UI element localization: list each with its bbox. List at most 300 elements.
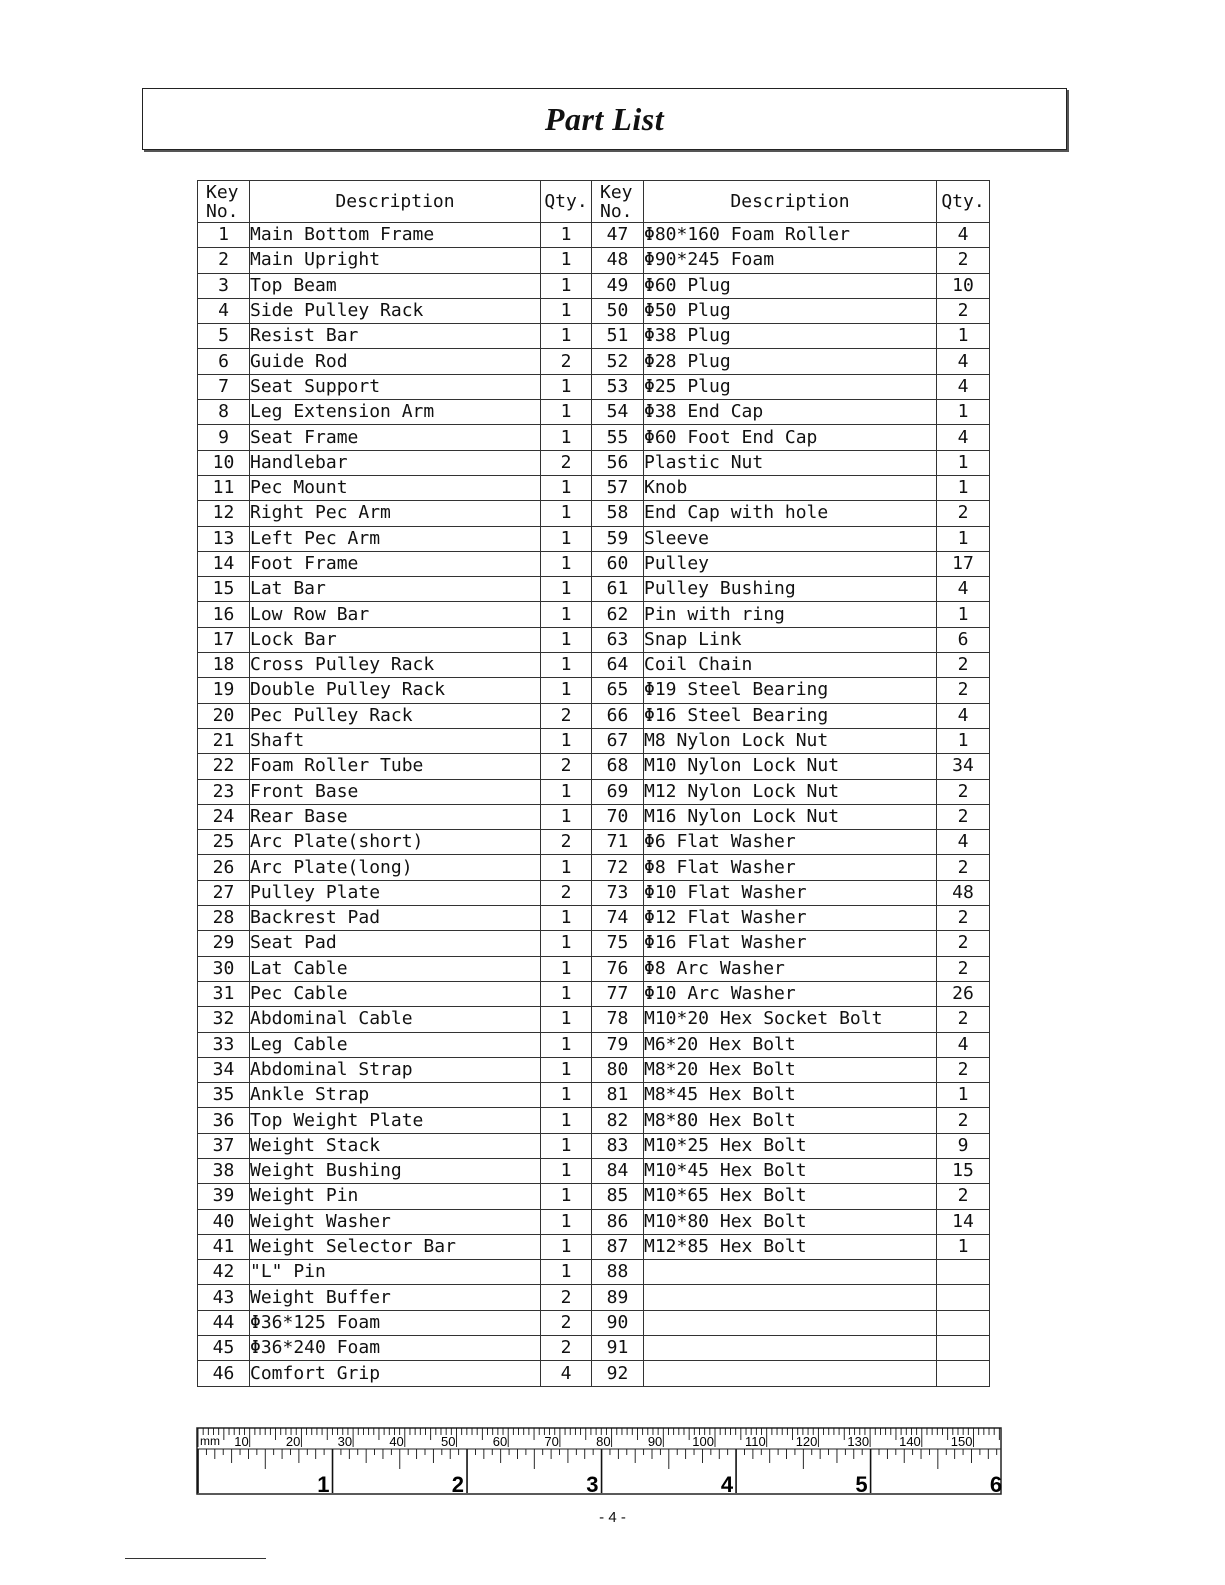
qty-cell-left: 1 bbox=[541, 1007, 592, 1032]
mm-label: 130 bbox=[847, 1434, 870, 1449]
description-cell-right bbox=[644, 1336, 937, 1361]
description-cell-right: M8*45 Hex Bolt bbox=[644, 1083, 937, 1108]
qty-cell-right: 14 bbox=[937, 1209, 990, 1234]
key-no-cell-right: 65 bbox=[592, 678, 644, 703]
description-cell-right bbox=[644, 1361, 937, 1386]
key-no-cell-right: 73 bbox=[592, 880, 644, 905]
table-row bbox=[198, 1032, 990, 1057]
qty-cell-right: 1 bbox=[937, 324, 990, 349]
key-no-cell-left: 2 bbox=[198, 248, 250, 273]
description-cell-right: M8 Nylon Lock Nut bbox=[644, 728, 937, 753]
header-qty-right: Qty. bbox=[937, 181, 990, 223]
qty-cell-left: 1 bbox=[541, 223, 592, 248]
qty-cell-left: 1 bbox=[541, 1083, 592, 1108]
qty-cell-left: 1 bbox=[541, 374, 592, 399]
key-no-cell-right: 87 bbox=[592, 1234, 644, 1259]
description-cell-left: Pulley Plate bbox=[250, 880, 541, 905]
qty-cell-right: 17 bbox=[937, 551, 990, 576]
key-no-cell-right: 61 bbox=[592, 577, 644, 602]
key-no-cell-right: 67 bbox=[592, 728, 644, 753]
table-row bbox=[198, 1158, 990, 1183]
description-cell-left: Top Beam bbox=[250, 273, 541, 298]
qty-cell-right: 4 bbox=[937, 577, 990, 602]
key-no-cell-right: 80 bbox=[592, 1057, 644, 1082]
header-qty-left: Qty. bbox=[541, 181, 592, 223]
qty-cell-right bbox=[937, 1260, 990, 1285]
key-no-cell-right: 63 bbox=[592, 627, 644, 652]
key-no-cell-right: 49 bbox=[592, 273, 644, 298]
description-cell-right bbox=[644, 1260, 937, 1285]
measuring-ruler bbox=[196, 1427, 1004, 1497]
inch-label: 5 bbox=[855, 1472, 868, 1497]
description-cell-left: Seat Pad bbox=[250, 931, 541, 956]
description-cell-right: End Cap with hole bbox=[644, 501, 937, 526]
table-row bbox=[198, 1336, 990, 1361]
table-row bbox=[198, 425, 990, 450]
parts-table bbox=[197, 180, 990, 1387]
key-no-cell-right: 69 bbox=[592, 779, 644, 804]
inch-label: 4 bbox=[720, 1472, 734, 1497]
qty-cell-left: 1 bbox=[541, 602, 592, 627]
qty-cell-right: 2 bbox=[937, 678, 990, 703]
description-cell-left: Weight Bushing bbox=[250, 1158, 541, 1183]
qty-cell-left: 2 bbox=[541, 830, 592, 855]
key-no-cell-left: 25 bbox=[198, 830, 250, 855]
key-no-cell-right: 84 bbox=[592, 1158, 644, 1183]
inch-label: 2 bbox=[451, 1472, 465, 1497]
key-no-cell-left: 8 bbox=[198, 400, 250, 425]
qty-cell-right: 2 bbox=[937, 906, 990, 931]
key-no-cell-left: 28 bbox=[198, 906, 250, 931]
qty-cell-right: 2 bbox=[937, 956, 990, 981]
mm-label: 90 bbox=[647, 1434, 663, 1449]
qty-cell-left: 1 bbox=[541, 324, 592, 349]
qty-cell-left: 2 bbox=[541, 450, 592, 475]
table-row bbox=[198, 728, 990, 753]
description-cell-right: Φ50 Plug bbox=[644, 298, 937, 323]
qty-cell-left: 1 bbox=[541, 400, 592, 425]
qty-cell-left: 1 bbox=[541, 931, 592, 956]
mm-label: 70 bbox=[544, 1434, 559, 1449]
qty-cell-right: 2 bbox=[937, 779, 990, 804]
description-cell-right: M10*20 Hex Socket Bolt bbox=[644, 1007, 937, 1032]
table-row bbox=[198, 1260, 990, 1285]
table-row bbox=[198, 653, 990, 678]
description-cell-left: Seat Frame bbox=[250, 425, 541, 450]
description-cell-right: Φ8 Flat Washer bbox=[644, 855, 937, 880]
page-number: - 4 - bbox=[599, 1509, 626, 1526]
key-no-cell-left: 31 bbox=[198, 981, 250, 1006]
description-cell-right: M10*65 Hex Bolt bbox=[644, 1184, 937, 1209]
description-cell-right: Φ28 Plug bbox=[644, 349, 937, 374]
table-row bbox=[198, 298, 990, 323]
description-cell-left: Pec Mount bbox=[250, 475, 541, 500]
key-no-cell-right: 76 bbox=[592, 956, 644, 981]
qty-cell-left: 1 bbox=[541, 627, 592, 652]
key-no-cell-left: 38 bbox=[198, 1158, 250, 1183]
description-cell-left: Arc Plate(long) bbox=[250, 855, 541, 880]
qty-cell-right: 2 bbox=[937, 1184, 990, 1209]
key-no-cell-left: 22 bbox=[198, 754, 250, 779]
key-no-cell-left: 1 bbox=[198, 223, 250, 248]
key-no-cell-right: 79 bbox=[592, 1032, 644, 1057]
table-row bbox=[198, 526, 990, 551]
description-cell-left: Shaft bbox=[250, 728, 541, 753]
qty-cell-right: 2 bbox=[937, 1057, 990, 1082]
description-cell-left: Weight Buffer bbox=[250, 1285, 541, 1310]
key-no-cell-left: 18 bbox=[198, 653, 250, 678]
key-no-cell-left: 34 bbox=[198, 1057, 250, 1082]
table-row bbox=[198, 450, 990, 475]
description-cell-right: Plastic Nut bbox=[644, 450, 937, 475]
qty-cell-left: 1 bbox=[541, 551, 592, 576]
qty-cell-left: 1 bbox=[541, 248, 592, 273]
key-no-cell-left: 6 bbox=[198, 349, 250, 374]
description-cell-right: Φ16 Flat Washer bbox=[644, 931, 937, 956]
description-cell-right: Φ19 Steel Bearing bbox=[644, 678, 937, 703]
description-cell-right: Φ25 Plug bbox=[644, 374, 937, 399]
table-row bbox=[198, 248, 990, 273]
description-cell-left: Double Pulley Rack bbox=[250, 678, 541, 703]
table-row bbox=[198, 1057, 990, 1082]
footnote-separator bbox=[125, 1558, 266, 1559]
key-no-cell-right: 48 bbox=[592, 248, 644, 273]
description-cell-right bbox=[644, 1310, 937, 1335]
qty-cell-left: 1 bbox=[541, 1032, 592, 1057]
description-cell-left: Foam Roller Tube bbox=[250, 754, 541, 779]
key-no-cell-right: 74 bbox=[592, 906, 644, 931]
mm-label: 120 bbox=[795, 1434, 818, 1449]
description-cell-left: Front Base bbox=[250, 779, 541, 804]
qty-cell-right: 15 bbox=[937, 1158, 990, 1183]
key-no-cell-left: 3 bbox=[198, 273, 250, 298]
key-no-cell-right: 53 bbox=[592, 374, 644, 399]
key-no-cell-right: 47 bbox=[592, 223, 644, 248]
inch-label: 1 bbox=[317, 1472, 330, 1497]
parts-table-body bbox=[198, 223, 990, 1387]
description-cell-right: M16 Nylon Lock Nut bbox=[644, 804, 937, 829]
description-cell-left: Foot Frame bbox=[250, 551, 541, 576]
description-cell-right: Φ8 Arc Washer bbox=[644, 956, 937, 981]
table-row bbox=[198, 981, 990, 1006]
mm-label: 80 bbox=[596, 1434, 611, 1449]
qty-cell-right: 1 bbox=[937, 1083, 990, 1108]
description-cell-right: M6*20 Hex Bolt bbox=[644, 1032, 937, 1057]
qty-cell-right: 48 bbox=[937, 880, 990, 905]
description-cell-left: Comfort Grip bbox=[250, 1361, 541, 1386]
key-no-cell-left: 21 bbox=[198, 728, 250, 753]
mm-label: 30 bbox=[337, 1434, 353, 1449]
description-cell-left: Pec Pulley Rack bbox=[250, 703, 541, 728]
key-no-cell-right: 71 bbox=[592, 830, 644, 855]
description-cell-right: Φ6 Flat Washer bbox=[644, 830, 937, 855]
key-no-cell-right: 55 bbox=[592, 425, 644, 450]
key-no-cell-left: 40 bbox=[198, 1209, 250, 1234]
description-cell-left: Weight Selector Bar bbox=[250, 1234, 541, 1259]
key-no-cell-right: 70 bbox=[592, 804, 644, 829]
table-row bbox=[198, 1361, 990, 1386]
table-row bbox=[198, 551, 990, 576]
description-cell-right: M12 Nylon Lock Nut bbox=[644, 779, 937, 804]
qty-cell-right: 1 bbox=[937, 602, 990, 627]
qty-cell-right: 2 bbox=[937, 248, 990, 273]
qty-cell-left: 2 bbox=[541, 754, 592, 779]
qty-cell-right: 2 bbox=[937, 298, 990, 323]
table-header-row bbox=[198, 181, 990, 223]
qty-cell-left: 1 bbox=[541, 906, 592, 931]
key-no-cell-right: 66 bbox=[592, 703, 644, 728]
mm-label: 50 bbox=[441, 1434, 456, 1449]
qty-cell-left: 1 bbox=[541, 956, 592, 981]
table-row bbox=[198, 779, 990, 804]
key-no-cell-left: 4 bbox=[198, 298, 250, 323]
key-no-cell-left: 26 bbox=[198, 855, 250, 880]
qty-cell-left: 1 bbox=[541, 1184, 592, 1209]
description-cell-left: Main Upright bbox=[250, 248, 541, 273]
table-row bbox=[198, 678, 990, 703]
key-no-cell-left: 13 bbox=[198, 526, 250, 551]
key-no-cell-right: 50 bbox=[592, 298, 644, 323]
qty-cell-right bbox=[937, 1336, 990, 1361]
qty-cell-right: 9 bbox=[937, 1133, 990, 1158]
key-no-cell-right: 56 bbox=[592, 450, 644, 475]
table-row bbox=[198, 374, 990, 399]
header-key-no-right: Key No. bbox=[592, 181, 644, 223]
qty-cell-left: 1 bbox=[541, 678, 592, 703]
table-row bbox=[198, 1310, 990, 1335]
description-cell-right: Pulley Bushing bbox=[644, 577, 937, 602]
mm-label: 150 bbox=[950, 1434, 973, 1449]
key-no-cell-left: 32 bbox=[198, 1007, 250, 1032]
qty-cell-right: 1 bbox=[937, 400, 990, 425]
description-cell-left: Abdominal Cable bbox=[250, 1007, 541, 1032]
qty-cell-right: 26 bbox=[937, 981, 990, 1006]
qty-cell-left: 1 bbox=[541, 298, 592, 323]
key-no-cell-right: 88 bbox=[592, 1260, 644, 1285]
table-row bbox=[198, 577, 990, 602]
description-cell-right: M10*80 Hex Bolt bbox=[644, 1209, 937, 1234]
key-no-cell-left: 39 bbox=[198, 1184, 250, 1209]
qty-cell-right: 4 bbox=[937, 425, 990, 450]
description-cell-left: Weight Stack bbox=[250, 1133, 541, 1158]
table-row bbox=[198, 956, 990, 981]
qty-cell-left: 1 bbox=[541, 1260, 592, 1285]
key-no-cell-right: 59 bbox=[592, 526, 644, 551]
table-row bbox=[198, 931, 990, 956]
qty-cell-left: 1 bbox=[541, 1234, 592, 1259]
description-cell-left: Φ36*240 Foam bbox=[250, 1336, 541, 1361]
key-no-cell-right: 68 bbox=[592, 754, 644, 779]
table-row bbox=[198, 906, 990, 931]
mm-label: 20 bbox=[285, 1434, 301, 1449]
qty-cell-left: 1 bbox=[541, 1108, 592, 1133]
qty-cell-left: 1 bbox=[541, 1158, 592, 1183]
qty-cell-right bbox=[937, 1310, 990, 1335]
qty-cell-left: 1 bbox=[541, 501, 592, 526]
key-no-cell-right: 62 bbox=[592, 602, 644, 627]
table-row bbox=[198, 1007, 990, 1032]
qty-cell-left: 2 bbox=[541, 1310, 592, 1335]
table-row bbox=[198, 627, 990, 652]
key-no-cell-left: 45 bbox=[198, 1336, 250, 1361]
qty-cell-left: 2 bbox=[541, 703, 592, 728]
qty-cell-left: 1 bbox=[541, 779, 592, 804]
qty-cell-right: 1 bbox=[937, 728, 990, 753]
mm-label: 110 bbox=[744, 1434, 766, 1449]
description-cell-right: Pulley bbox=[644, 551, 937, 576]
key-no-cell-left: 43 bbox=[198, 1285, 250, 1310]
description-cell-left: Guide Rod bbox=[250, 349, 541, 374]
description-cell-right: Pin with ring bbox=[644, 602, 937, 627]
description-cell-left: Weight Washer bbox=[250, 1209, 541, 1234]
table-row bbox=[198, 223, 990, 248]
key-no-cell-right: 89 bbox=[592, 1285, 644, 1310]
table-row bbox=[198, 1234, 990, 1259]
description-cell-right: M10 Nylon Lock Nut bbox=[644, 754, 937, 779]
qty-cell-left: 2 bbox=[541, 349, 592, 374]
key-no-cell-left: 24 bbox=[198, 804, 250, 829]
key-no-cell-right: 82 bbox=[592, 1108, 644, 1133]
inch-label: 6 bbox=[989, 1472, 1003, 1497]
key-no-cell-right: 85 bbox=[592, 1184, 644, 1209]
description-cell-right: Φ90*245 Foam bbox=[644, 248, 937, 273]
description-cell-left: Lock Bar bbox=[250, 627, 541, 652]
header-description-left: Description bbox=[250, 181, 541, 223]
key-no-cell-right: 64 bbox=[592, 653, 644, 678]
description-cell-left: Right Pec Arm bbox=[250, 501, 541, 526]
qty-cell-right: 2 bbox=[937, 501, 990, 526]
table-row bbox=[198, 324, 990, 349]
qty-cell-right: 4 bbox=[937, 349, 990, 374]
header-key-no-left: Key No. bbox=[198, 181, 250, 223]
key-no-cell-right: 72 bbox=[592, 855, 644, 880]
key-no-cell-right: 91 bbox=[592, 1336, 644, 1361]
qty-cell-right bbox=[937, 1285, 990, 1310]
description-cell-right: M8*20 Hex Bolt bbox=[644, 1057, 937, 1082]
description-cell-left: Arc Plate(short) bbox=[250, 830, 541, 855]
mm-label: 140 bbox=[899, 1434, 921, 1449]
qty-cell-right: 2 bbox=[937, 653, 990, 678]
key-no-cell-right: 58 bbox=[592, 501, 644, 526]
qty-cell-left: 1 bbox=[541, 425, 592, 450]
description-cell-right: Snap Link bbox=[644, 627, 937, 652]
key-no-cell-left: 44 bbox=[198, 1310, 250, 1335]
key-no-cell-left: 30 bbox=[198, 956, 250, 981]
description-cell-right: Φ10 Flat Washer bbox=[644, 880, 937, 905]
description-cell-right: M10*45 Hex Bolt bbox=[644, 1158, 937, 1183]
key-no-cell-left: 42 bbox=[198, 1260, 250, 1285]
key-no-cell-left: 23 bbox=[198, 779, 250, 804]
description-cell-right: Coil Chain bbox=[644, 653, 937, 678]
qty-cell-right: 1 bbox=[937, 475, 990, 500]
qty-cell-right: 4 bbox=[937, 223, 990, 248]
table-row bbox=[198, 1133, 990, 1158]
table-row bbox=[198, 475, 990, 500]
description-cell-right: M12*85 Hex Bolt bbox=[644, 1234, 937, 1259]
table-row bbox=[198, 830, 990, 855]
key-no-cell-right: 60 bbox=[592, 551, 644, 576]
qty-cell-left: 1 bbox=[541, 728, 592, 753]
table-row bbox=[198, 1209, 990, 1234]
description-cell-left: Ankle Strap bbox=[250, 1083, 541, 1108]
table-row bbox=[198, 804, 990, 829]
key-no-cell-left: 5 bbox=[198, 324, 250, 349]
table-row bbox=[198, 754, 990, 779]
header-description-right: Description bbox=[644, 181, 937, 223]
key-no-cell-left: 7 bbox=[198, 374, 250, 399]
key-no-cell-left: 11 bbox=[198, 475, 250, 500]
description-cell-right: Φ60 Foot End Cap bbox=[644, 425, 937, 450]
description-cell-left: Main Bottom Frame bbox=[250, 223, 541, 248]
qty-cell-right bbox=[937, 1361, 990, 1386]
qty-cell-left: 1 bbox=[541, 1133, 592, 1158]
description-cell-left: Φ36*125 Foam bbox=[250, 1310, 541, 1335]
key-no-cell-right: 92 bbox=[592, 1361, 644, 1386]
qty-cell-left: 1 bbox=[541, 1209, 592, 1234]
qty-cell-left: 2 bbox=[541, 1285, 592, 1310]
qty-cell-right: 1 bbox=[937, 1234, 990, 1259]
key-no-cell-left: 15 bbox=[198, 577, 250, 602]
qty-cell-left: 4 bbox=[541, 1361, 592, 1386]
table-row bbox=[198, 349, 990, 374]
mm-label: 60 bbox=[492, 1434, 508, 1449]
title-box bbox=[142, 88, 1067, 150]
key-no-cell-right: 81 bbox=[592, 1083, 644, 1108]
qty-cell-right: 2 bbox=[937, 931, 990, 956]
qty-cell-right: 34 bbox=[937, 754, 990, 779]
key-no-cell-left: 20 bbox=[198, 703, 250, 728]
key-no-cell-right: 90 bbox=[592, 1310, 644, 1335]
qty-cell-right: 6 bbox=[937, 627, 990, 652]
description-cell-right: Φ38 Plug bbox=[644, 324, 937, 349]
table-row bbox=[198, 602, 990, 627]
qty-cell-right: 4 bbox=[937, 830, 990, 855]
description-cell-left: Seat Support bbox=[250, 374, 541, 399]
qty-cell-left: 1 bbox=[541, 577, 592, 602]
mm-unit-label: mm bbox=[200, 1434, 220, 1448]
qty-cell-left: 2 bbox=[541, 880, 592, 905]
description-cell-left: Abdominal Strap bbox=[250, 1057, 541, 1082]
qty-cell-left: 1 bbox=[541, 804, 592, 829]
description-cell-right: Φ12 Flat Washer bbox=[644, 906, 937, 931]
description-cell-right: Φ80*160 Foam Roller bbox=[644, 223, 937, 248]
key-no-cell-left: 12 bbox=[198, 501, 250, 526]
description-cell-left: Weight Pin bbox=[250, 1184, 541, 1209]
description-cell-right: Φ60 Plug bbox=[644, 273, 937, 298]
description-cell-left: Left Pec Arm bbox=[250, 526, 541, 551]
key-no-cell-left: 14 bbox=[198, 551, 250, 576]
description-cell-left: Pec Cable bbox=[250, 981, 541, 1006]
description-cell-right: M8*80 Hex Bolt bbox=[644, 1108, 937, 1133]
key-no-cell-left: 33 bbox=[198, 1032, 250, 1057]
key-no-cell-right: 52 bbox=[592, 349, 644, 374]
mm-label: 100 bbox=[692, 1434, 714, 1449]
description-cell-left: Backrest Pad bbox=[250, 906, 541, 931]
qty-cell-left: 1 bbox=[541, 653, 592, 678]
table-row bbox=[198, 855, 990, 880]
key-no-cell-left: 46 bbox=[198, 1361, 250, 1386]
table-row bbox=[198, 1184, 990, 1209]
qty-cell-right: 2 bbox=[937, 855, 990, 880]
description-cell-right: Knob bbox=[644, 475, 937, 500]
key-no-cell-right: 54 bbox=[592, 400, 644, 425]
qty-cell-left: 1 bbox=[541, 526, 592, 551]
qty-cell-right: 2 bbox=[937, 804, 990, 829]
description-cell-left: Cross Pulley Rack bbox=[250, 653, 541, 678]
table-row bbox=[198, 880, 990, 905]
key-no-cell-left: 9 bbox=[198, 425, 250, 450]
qty-cell-right: 1 bbox=[937, 526, 990, 551]
